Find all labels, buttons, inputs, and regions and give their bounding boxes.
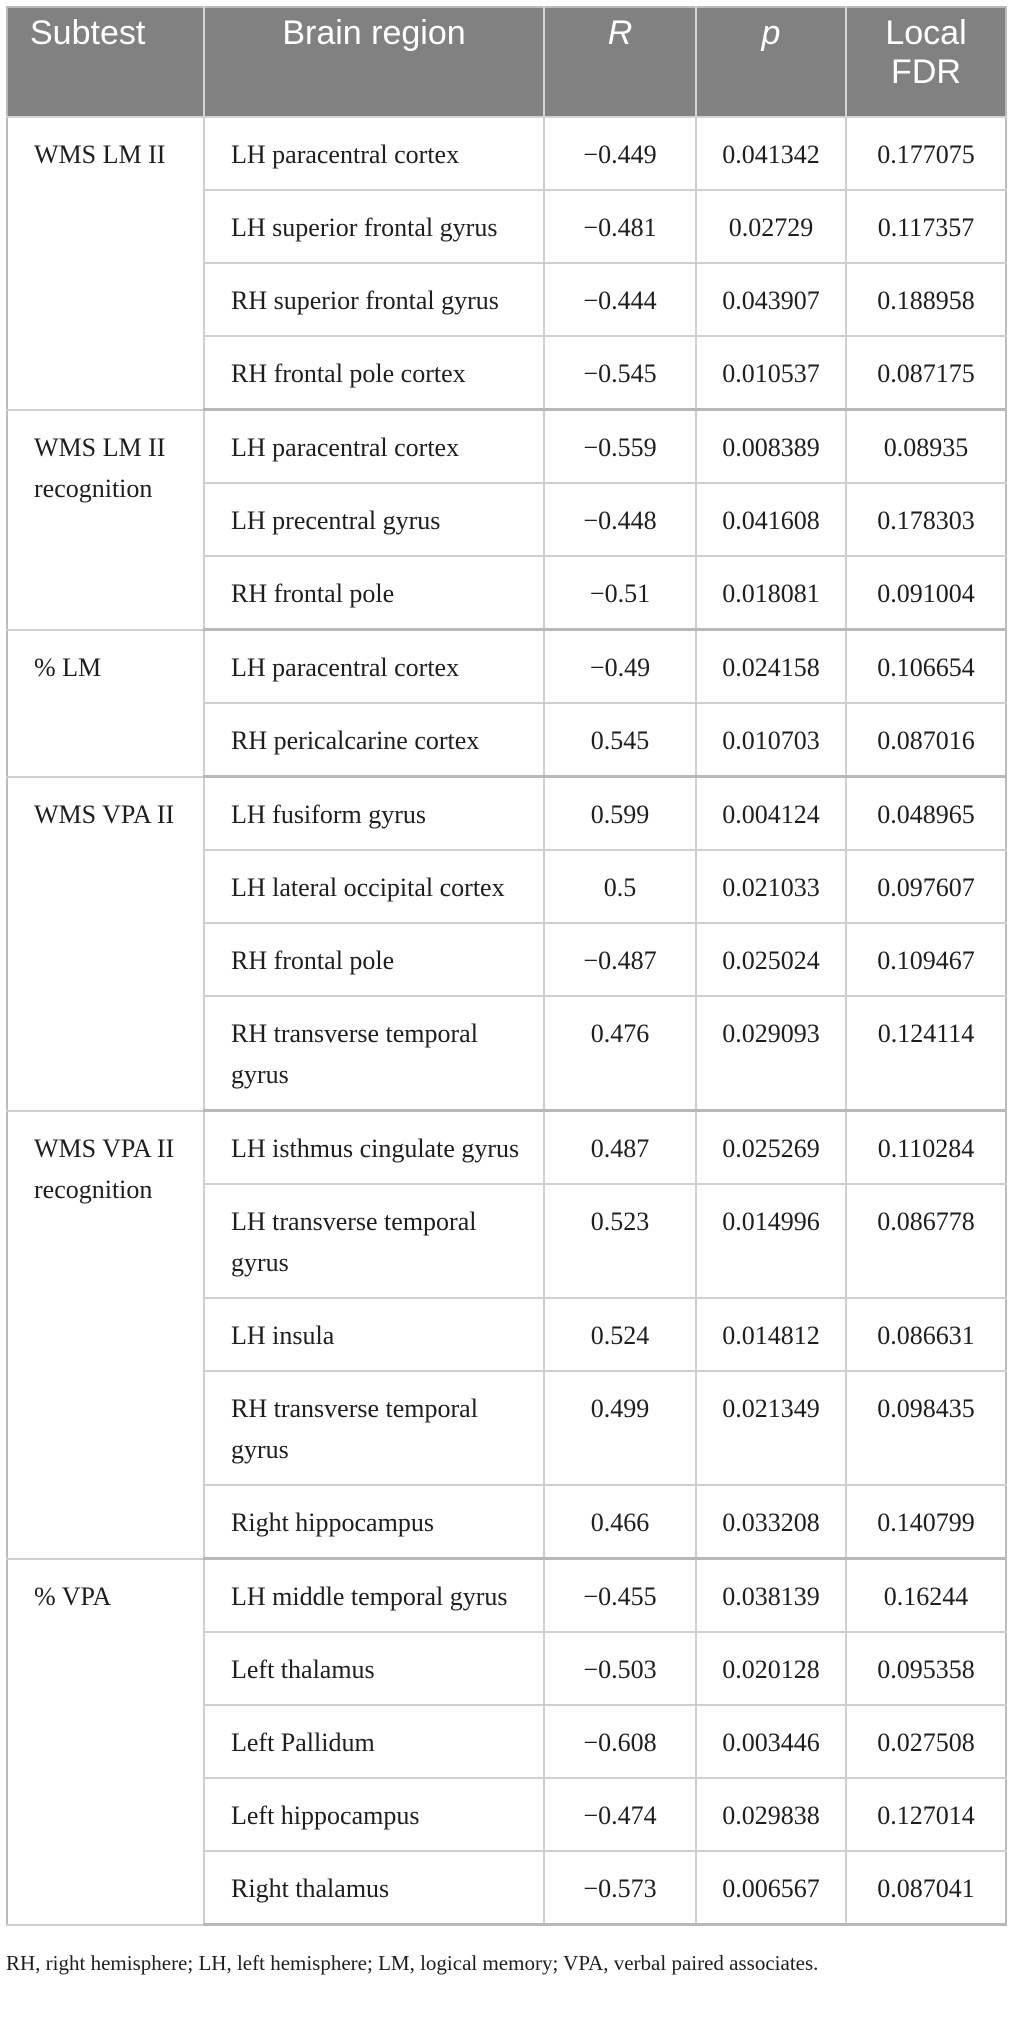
local-fdr-cell: 0.095358 (846, 1632, 1006, 1705)
r-value-cell: −0.448 (544, 483, 696, 556)
brain-region-cell: RH superior frontal gyrus (204, 263, 544, 336)
p-value-cell: 0.029838 (696, 1778, 846, 1851)
r-value-cell: −0.487 (544, 923, 696, 996)
p-value-cell: 0.025269 (696, 1111, 846, 1185)
p-value-cell: 0.024158 (696, 630, 846, 704)
p-value-cell: 0.029093 (696, 996, 846, 1111)
p-value-cell: 0.038139 (696, 1559, 846, 1633)
table-row (7, 117, 1006, 190)
brain-region-cell: LH paracentral cortex (204, 410, 544, 484)
brain-region-cell: Left hippocampus (204, 1778, 544, 1851)
local-fdr-cell: 0.16244 (846, 1559, 1006, 1633)
r-value-cell: −0.545 (544, 336, 696, 410)
brain-region-cell: RH pericalcarine cortex (204, 703, 544, 777)
p-value-cell: 0.006567 (696, 1851, 846, 1925)
brain-region-cell: LH paracentral cortex (204, 630, 544, 704)
subtest-cell: % VPA (7, 1559, 204, 1925)
header-subtest: Subtest (7, 7, 204, 117)
subtest-cell: WMS LM II (7, 117, 204, 410)
brain-region-cell: RH transverse temporal gyrus (204, 996, 544, 1111)
table-footnote: RH, right hemisphere; LH, left hemisphere; LM, logical memory; VPA, verbal paired associates. (6, 1951, 819, 1975)
local-fdr-cell: 0.087016 (846, 703, 1006, 777)
brain-region-cell: Left Pallidum (204, 1705, 544, 1778)
r-value-cell: 0.523 (544, 1184, 696, 1298)
subtest-cell: % LM (7, 630, 204, 777)
r-value-cell: −0.503 (544, 1632, 696, 1705)
p-value-cell: 0.010703 (696, 703, 846, 777)
results-table (6, 6, 1007, 1926)
r-value-cell: 0.524 (544, 1298, 696, 1371)
r-value-cell: 0.5 (544, 850, 696, 923)
r-value-cell: −0.481 (544, 190, 696, 263)
r-value-cell: −0.608 (544, 1705, 696, 1778)
local-fdr-cell: 0.178303 (846, 483, 1006, 556)
r-value-cell: −0.455 (544, 1559, 696, 1633)
p-value-cell: 0.008389 (696, 410, 846, 484)
local-fdr-cell: 0.091004 (846, 556, 1006, 630)
p-value-cell: 0.043907 (696, 263, 846, 336)
r-value-cell: 0.487 (544, 1111, 696, 1185)
r-value-cell: −0.474 (544, 1778, 696, 1851)
header-local-fdr: Local FDR (846, 7, 1006, 117)
p-value-cell: 0.003446 (696, 1705, 846, 1778)
table-row (7, 1111, 1006, 1185)
r-value-cell: 0.476 (544, 996, 696, 1111)
r-value-cell: 0.599 (544, 777, 696, 851)
brain-region-cell: LH middle temporal gyrus (204, 1559, 544, 1633)
p-value-cell: 0.014996 (696, 1184, 846, 1298)
local-fdr-cell: 0.087041 (846, 1851, 1006, 1925)
brain-region-cell: RH frontal pole cortex (204, 336, 544, 410)
table-row (7, 1559, 1006, 1633)
brain-region-cell: Left thalamus (204, 1632, 544, 1705)
table-body (7, 117, 1006, 1925)
brain-region-cell: LH superior frontal gyrus (204, 190, 544, 263)
r-value-cell: −0.51 (544, 556, 696, 630)
local-fdr-cell: 0.127014 (846, 1778, 1006, 1851)
subtest-cell: WMS LM II recognition (7, 410, 204, 630)
local-fdr-cell: 0.08935 (846, 410, 1006, 484)
subtest-cell: WMS VPA II (7, 777, 204, 1111)
table-header-row (7, 7, 1006, 117)
local-fdr-cell: 0.097607 (846, 850, 1006, 923)
header-p: p (696, 7, 846, 117)
brain-region-cell: LH insula (204, 1298, 544, 1371)
header-brain-region: Brain region (204, 7, 544, 117)
table-row (7, 630, 1006, 704)
brain-region-cell: LH isthmus cingulate gyrus (204, 1111, 544, 1185)
local-fdr-cell: 0.087175 (846, 336, 1006, 410)
p-value-cell: 0.020128 (696, 1632, 846, 1705)
brain-region-cell: LH fusiform gyrus (204, 777, 544, 851)
r-value-cell: 0.466 (544, 1485, 696, 1559)
p-value-cell: 0.041608 (696, 483, 846, 556)
p-value-cell: 0.004124 (696, 777, 846, 851)
r-value-cell: −0.49 (544, 630, 696, 704)
p-value-cell: 0.025024 (696, 923, 846, 996)
local-fdr-cell: 0.086631 (846, 1298, 1006, 1371)
local-fdr-cell: 0.086778 (846, 1184, 1006, 1298)
p-value-cell: 0.02729 (696, 190, 846, 263)
local-fdr-cell: 0.188958 (846, 263, 1006, 336)
r-value-cell: −0.444 (544, 263, 696, 336)
brain-region-cell: RH frontal pole (204, 923, 544, 996)
local-fdr-cell: 0.117357 (846, 190, 1006, 263)
r-value-cell: −0.573 (544, 1851, 696, 1925)
local-fdr-cell: 0.109467 (846, 923, 1006, 996)
r-value-cell: 0.499 (544, 1371, 696, 1485)
p-value-cell: 0.033208 (696, 1485, 846, 1559)
r-value-cell: −0.449 (544, 117, 696, 190)
table-row (7, 777, 1006, 851)
p-value-cell: 0.021033 (696, 850, 846, 923)
p-value-cell: 0.021349 (696, 1371, 846, 1485)
header-r: R (544, 7, 696, 117)
brain-region-cell: RH frontal pole (204, 556, 544, 630)
brain-region-cell: Right hippocampus (204, 1485, 544, 1559)
local-fdr-cell: 0.098435 (846, 1371, 1006, 1485)
p-value-cell: 0.041342 (696, 117, 846, 190)
r-value-cell: −0.559 (544, 410, 696, 484)
brain-region-cell: LH transverse temporal gyrus (204, 1184, 544, 1298)
local-fdr-cell: 0.110284 (846, 1111, 1006, 1185)
brain-region-cell: LH paracentral cortex (204, 117, 544, 190)
brain-region-cell: RH transverse temporal gyrus (204, 1371, 544, 1485)
brain-region-cell: Right thalamus (204, 1851, 544, 1925)
local-fdr-cell: 0.124114 (846, 996, 1006, 1111)
r-value-cell: 0.545 (544, 703, 696, 777)
subtest-cell: WMS VPA II recognition (7, 1111, 204, 1559)
p-value-cell: 0.014812 (696, 1298, 846, 1371)
local-fdr-cell: 0.106654 (846, 630, 1006, 704)
p-value-cell: 0.018081 (696, 556, 846, 630)
local-fdr-cell: 0.027508 (846, 1705, 1006, 1778)
local-fdr-cell: 0.140799 (846, 1485, 1006, 1559)
local-fdr-cell: 0.048965 (846, 777, 1006, 851)
table-row (7, 410, 1006, 484)
brain-region-cell: LH precentral gyrus (204, 483, 544, 556)
p-value-cell: 0.010537 (696, 336, 846, 410)
brain-region-cell: LH lateral occipital cortex (204, 850, 544, 923)
local-fdr-cell: 0.177075 (846, 117, 1006, 190)
